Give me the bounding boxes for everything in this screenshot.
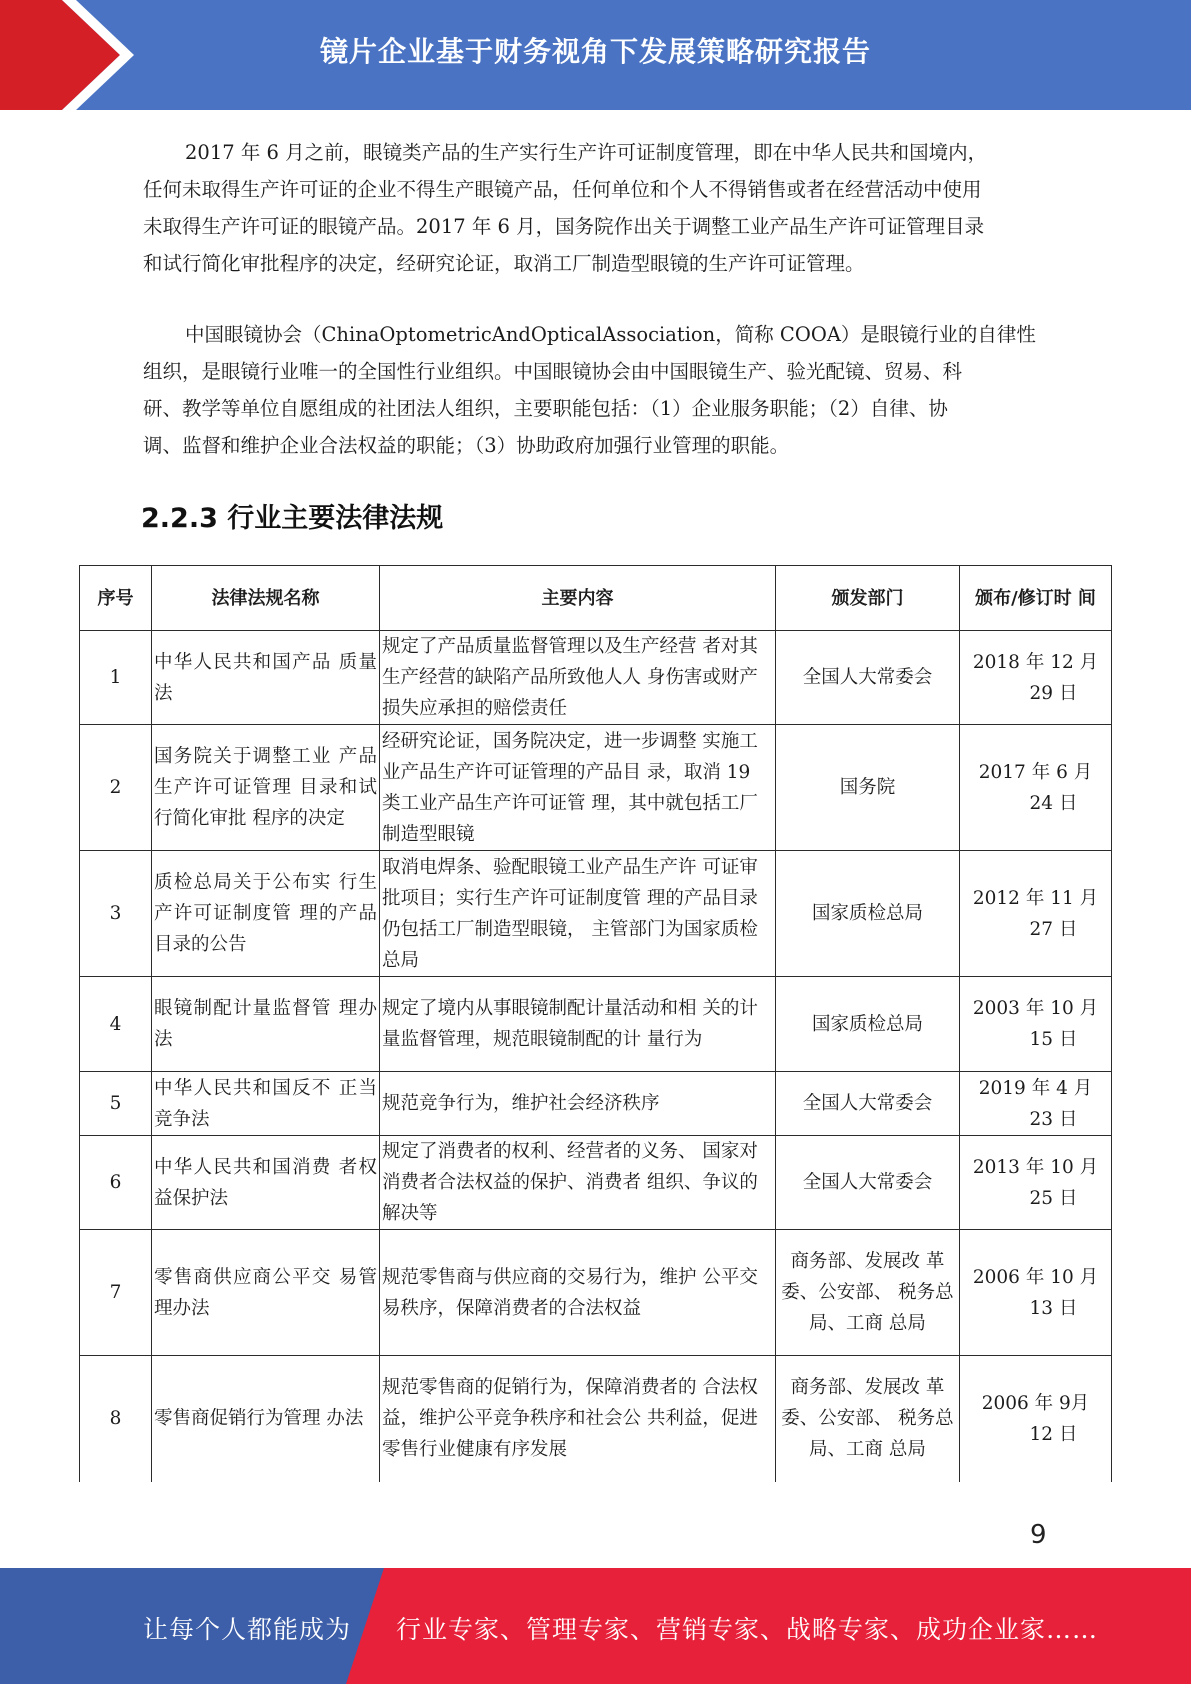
law-name: 国务院关于调整工业 产品生产许可证管理 目录和试行简化审批 程序的决定 [152, 725, 380, 851]
header-name: 法律法规名称 [152, 566, 380, 631]
section-heading: 2.2.3 行业主要法律法规 [141, 503, 444, 534]
issuing-department: 国务院 [776, 725, 960, 851]
footer-banner [0, 1568, 1191, 1684]
issue-date [960, 725, 1112, 851]
body-paragraph-1 [143, 134, 1048, 282]
paragraph-line: 2017 年 6 月之前，眼镜类产品的生产实行生产许可证制度管理，即在中华人民共和国境内， [185, 141, 988, 164]
header-date: 颁布/修订时 间 [960, 566, 1112, 631]
date-line-1: 2017 年 6 月 [978, 761, 1093, 783]
row-index: 3 [80, 851, 152, 977]
date-line-2: 15 日 [1029, 1029, 1078, 1050]
page-number: 9 [1030, 1520, 1047, 1550]
row-index: 8 [80, 1356, 152, 1482]
date-line-2: 24 日 [1029, 792, 1078, 814]
paragraph-line: 研、教学等单位自愿组成的社团法人组织，主要职能包括：（1）企业服务职能；（2）自律、协 [143, 397, 948, 420]
row-index: 2 [80, 725, 152, 851]
law-name: 零售商促销行为管理 办法 [152, 1356, 380, 1482]
table-row [80, 1136, 1112, 1230]
row-index: 1 [80, 631, 152, 725]
date-line-1: 2006 年 10 月 [972, 1266, 1099, 1288]
paragraph-line: 和试行简化审批程序的决定，经研究论证，取消工厂制造型眼镜的生产许可证管理。 [143, 252, 865, 275]
issuing-department: 全国人大常委会 [776, 1136, 960, 1230]
date-line-2: 25 日 [1029, 1187, 1078, 1209]
date-line-2: 29 日 [1029, 682, 1078, 704]
issuing-department: 国家质检总局 [776, 851, 960, 977]
row-index: 6 [80, 1136, 152, 1230]
law-content: 规定了产品质量监督管理以及生产经营 者对其生产经营的缺陷产品所致他人人 身伤害或财产损失应承担的赔偿责任 [380, 631, 776, 725]
law-name: 中华人民共和国消费 者权益保护法 [152, 1136, 380, 1230]
paragraph-line: 组织，是眼镜行业唯一的全国性行业组织。中国眼镜协会由中国眼镜生产、验光配镜、贸易、科 [143, 360, 963, 383]
law-content: 规定了消费者的权利、经营者的义务、 国家对消费者合法权益的保护、消费者 组织、争议的解决等 [380, 1136, 776, 1230]
paragraph-line: 中国眼镜协会（ChinaOptometricAndOpticalAssociation，简称 COOA）是眼镜行业的自律性 [185, 323, 1036, 346]
table-row [80, 631, 1112, 725]
date-line-1: 2013 年 10 月 [972, 1156, 1099, 1178]
law-content: 规范零售商的促销行为，保障消费者的 合法权益，维护公平竞争秩序和社会公 共利益，促进零售行业健康有序发展 [380, 1356, 776, 1482]
paragraph-line: 任何未取得生产许可证的企业不得生产眼镜产品，任何单位和个人不得销售或者在经营活动中使用 [143, 178, 982, 201]
report-title: 镜片企业基于财务视角下发展策略研究报告 [320, 35, 872, 68]
red-chevron-decoration [0, 0, 150, 110]
date-line-1: 2018 年 12 月 [972, 651, 1099, 673]
header-banner [0, 0, 1191, 110]
date-line-1: 2006 年 9月 [981, 1392, 1090, 1414]
table-row [80, 851, 1112, 977]
law-content: 经研究论证，国务院决定，进一步调整 实施工业产品生产许可证管理的产品目 录，取消 19 类工业产品生产许可证管 理，其中就包括工厂制造型眼镜 [380, 725, 776, 851]
issue-date [960, 977, 1112, 1072]
footer-slogan-left: 让每个人都能成为 [143, 1615, 352, 1644]
laws-table [79, 565, 1112, 1482]
date-line-1: 2003 年 10 月 [972, 998, 1099, 1019]
issue-date [960, 631, 1112, 725]
date-line-1: 2019 年 4 月 [978, 1077, 1093, 1099]
table-row [80, 725, 1112, 851]
issuing-department: 全国人大常委会 [776, 631, 960, 725]
table-row [80, 1356, 1112, 1482]
law-name: 零售商供应商公平交 易管理办法 [152, 1230, 380, 1356]
law-name: 中华人民共和国反不 正当竞争法 [152, 1072, 380, 1136]
issuing-department: 全国人大常委会 [776, 1072, 960, 1136]
issuing-department: 商务部、发展改 革委、公安部、 税务总局、工商 总局 [776, 1356, 960, 1482]
law-name: 质检总局关于公布实 行生产许可证制度管 理的产品目录的公告 [152, 851, 380, 977]
table-row [80, 1230, 1112, 1356]
row-index: 7 [80, 1230, 152, 1356]
date-line-2: 27 日 [1029, 918, 1078, 940]
footer-slogan-right: 行业专家、管理专家、营销专家、战略专家、成功企业家…… [396, 1615, 1099, 1644]
header-content: 主要内容 [380, 566, 776, 631]
issuing-department: 商务部、发展改 革委、公安部、 税务总局、工商 总局 [776, 1230, 960, 1356]
date-line-1: 2012 年 11 月 [972, 887, 1099, 909]
law-content: 规范竞争行为，维护社会经济秩序 [380, 1072, 776, 1136]
date-line-2: 12 日 [1029, 1423, 1078, 1445]
issue-date [960, 1356, 1112, 1482]
table-row [80, 1072, 1112, 1136]
law-name: 眼镜制配计量监督管 理办法 [152, 977, 380, 1072]
law-content: 规定了境内从事眼镜制配计量活动和相 关的计量监督管理，规范眼镜制配的计 量行为 [380, 977, 776, 1072]
date-line-2: 13 日 [1029, 1297, 1078, 1319]
date-line-2: 23 日 [1029, 1108, 1078, 1130]
issue-date [960, 1230, 1112, 1356]
row-index: 5 [80, 1072, 152, 1136]
table-row [80, 977, 1112, 1072]
law-content: 取消电焊条、验配眼镜工业产品生产许 可证审批项目；实行生产许可证制度管 理的产品目录仍包括工厂制造型眼镜， 主管部门为国家质检总局 [380, 851, 776, 977]
paragraph-line: 未取得生产许可证的眼镜产品。2017 年 6 月，国务院作出关于调整工业产品生产许可证管理目录 [143, 215, 985, 238]
law-content: 规范零售商与供应商的交易行为，维护 公平交易秩序，保障消费者的合法权益 [380, 1230, 776, 1356]
issue-date [960, 851, 1112, 977]
issue-date [960, 1136, 1112, 1230]
paragraph-line: 调、监督和维护企业合法权益的职能；（3）协助政府加强行业管理的职能。 [143, 434, 790, 457]
law-name: 中华人民共和国产品 质量法 [152, 631, 380, 725]
body-paragraph-2 [143, 316, 1048, 464]
row-index: 4 [80, 977, 152, 1072]
header-index: 序号 [80, 566, 152, 631]
table-header-row [80, 566, 1112, 631]
issuing-department: 国家质检总局 [776, 977, 960, 1072]
header-department: 颁发部门 [776, 566, 960, 631]
issue-date [960, 1072, 1112, 1136]
